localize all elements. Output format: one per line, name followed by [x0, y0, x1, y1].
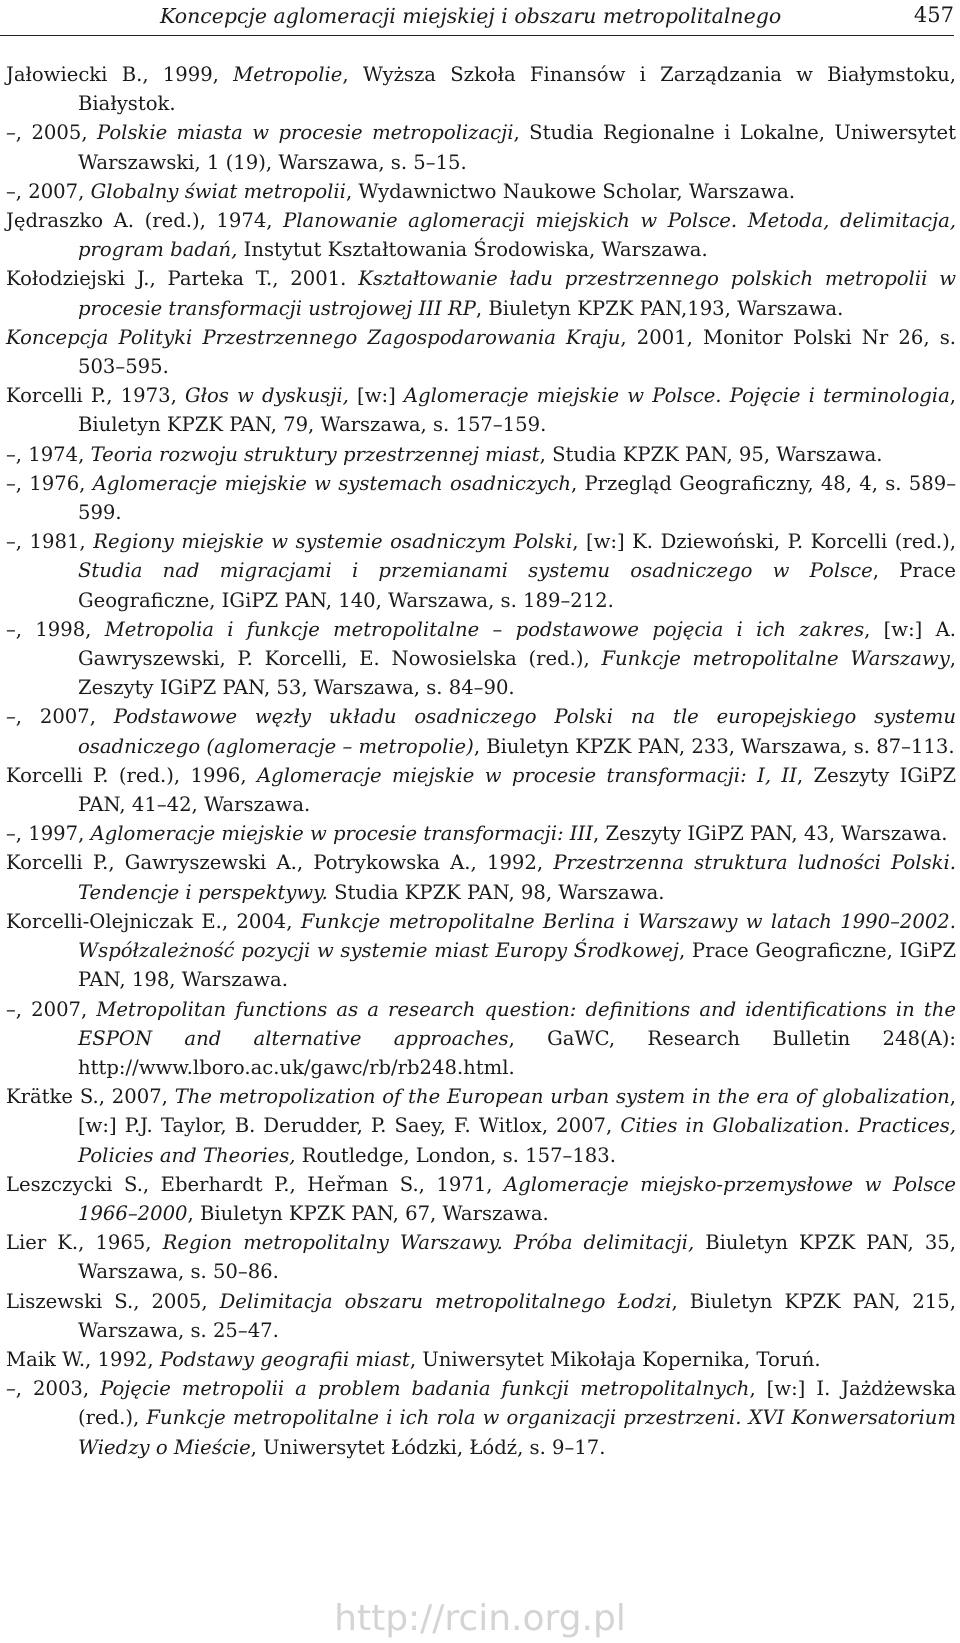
reference-title: Funkcje metropolitalne Berlina i Warszawy w latach 1990–2002. Współzależność pozycji w systemie miast Europy Środkowej [78, 909, 956, 963]
reference-text: , Prace Geograficzne, IGiPZ PAN, 198, Warszawa. [78, 939, 956, 992]
reference-text: Routledge, London, s. 157–183. [295, 1143, 616, 1167]
reference-text: [w:] [348, 384, 404, 408]
reference-text: –, 2007, [6, 997, 97, 1021]
reference-text: –, 2003, [6, 1377, 101, 1401]
reference-entry [6, 1287, 956, 1345]
reference-entry [6, 1082, 956, 1170]
reference-list [6, 60, 956, 1462]
reference-text: , 2001, Monitor Polski Nr 26, s. 503–595. [78, 325, 956, 379]
reference-title: Metropolie [233, 63, 343, 86]
reference-title: Studia nad migracjami i przemianami systemu osadniczego w Polsce [78, 559, 873, 583]
page-number: 457 [913, 3, 954, 27]
reference-entry [6, 1228, 956, 1286]
reference-title: Regiony miejskie w systemie osadniczym Polski [93, 530, 573, 554]
reference-title: Delimitacja obszaru metropolitalnego Łodzi [219, 1289, 672, 1313]
reference-text: , [w:] K. Dziewoński, P. Korcelli (red.), [572, 530, 956, 554]
reference-entry [6, 440, 956, 469]
reference-text: –, 1981, [6, 530, 94, 554]
reference-title: Kształtowanie ładu przestrzennego polskich metropolii w procesie transformacji ustrojowej III RP [78, 267, 956, 320]
reference-title: Funkcje metropolitalne i ich rola w organizacji przestrzeni. XVI Konwersatorium Wiedzy o Mieście [78, 1406, 956, 1459]
reference-title: Aglomeracje miejskie w systemach osadniczych [92, 471, 571, 495]
reference-text: , Uniwersytet Mikołaja Kopernika, Toruń. [409, 1347, 821, 1371]
reference-text: –, 1997, [6, 822, 91, 846]
reference-entry [6, 118, 956, 176]
reference-text: –, 1998, [6, 617, 105, 641]
reference-text: , Prace Geograficzne, IGiPZ PAN, 140, Warszawa, s. 189–212. [78, 559, 956, 612]
reference-text: Korcelli P., Gawryszewski A., Potrykowska A., 1992, [6, 851, 554, 875]
reference-text: –, 1974, [6, 442, 91, 466]
reference-title: Aglomeracje miejskie w procesie transformacji: III [90, 822, 594, 846]
reference-entry [6, 60, 956, 118]
reference-text: Studia KPZK PAN, 98, Warszawa. [327, 880, 665, 904]
reference-title: Funkcje metropolitalne Warszawy [601, 647, 950, 671]
reference-entry [6, 469, 956, 527]
reference-entry [6, 907, 956, 995]
reference-text: , Zeszyty IGiPZ PAN, 53, Warszawa, s. 84–90. [78, 647, 956, 700]
reference-text: , Biuletyn KPZK PAN,193, Warszawa. [475, 296, 844, 320]
reference-text: Maik W., 1992, [6, 1347, 160, 1371]
footer-watermark: http://rcin.org.pl [334, 1598, 626, 1639]
reference-text: Instytut Kształtowania Środowiska, Warszawa. [237, 238, 708, 262]
reference-text: Leszczycki S., Eberhardt P., Heřman S., 1971, [6, 1172, 505, 1196]
reference-title: Polskie miasta w procesie metropolizacji [97, 121, 514, 145]
reference-title: Aglomeracje miejskie w Polsce. Pojęcie i terminologia [403, 384, 950, 408]
reference-text: –, 2007, [6, 179, 91, 203]
reference-title: Podstawy geografii miast [159, 1347, 410, 1371]
reference-entry [6, 995, 956, 1083]
reference-title: Region metropolitalny Warszawy. Próba delimitacji, [162, 1231, 695, 1255]
reference-entry [6, 1170, 956, 1228]
reference-text: Lier K., 1965, [6, 1231, 163, 1255]
reference-text: Kołodziejski J., Parteka T., 2001. [6, 267, 359, 291]
reference-title: Aglomeracje miejsko-przemysłowe w Polsce 1966–2000 [78, 1172, 956, 1225]
reference-text: , Studia KPZK PAN, 95, Warszawa. [539, 442, 883, 466]
reference-text: Biuletyn KPZK PAN, 35, Warszawa, s. 50–86. [78, 1231, 956, 1284]
reference-title: Aglomeracje miejskie w procesie transformacji: I, II [257, 763, 797, 787]
reference-text: , Biuletyn KPZK PAN, 67, Warszawa. [187, 1201, 549, 1225]
reference-text: Korcelli P. (red.), 1996, [6, 763, 258, 787]
reference-title: Globalny świat metropolii [90, 179, 346, 203]
reference-title: Metropolitan functions as a research question: definitions and identifications in the ESPON and alternative approaches [78, 997, 957, 1050]
reference-text: , Wyższa Szkoła Finansów i Zarządzania w Białymstoku, Białystok. [78, 63, 956, 116]
reference-entry [6, 848, 956, 906]
reference-text: –, 2005, [6, 121, 97, 145]
reference-title: Przestrzenna struktura ludności Polski. Tendencje i perspektywy. [78, 851, 956, 904]
reference-text: , Biuletyn KPZK PAN, 79, Warszawa, s. 157–159. [78, 384, 956, 437]
reference-text: , GaWC, Research Bulletin 248(A): http://www.lboro.ac.uk/gawc/rb/rb248.html. [78, 1026, 956, 1079]
reference-text: , Uniwersytet Łódzki, Łódź, s. 9–17. [250, 1435, 606, 1459]
reference-title: Cities in Globalization. Practices, Policies and Theories, [78, 1114, 956, 1167]
reference-title: Metropolia i funkcje metropolitalne – podstawowe pojęcia i ich zakres [104, 617, 865, 641]
reference-text: , Studia Regionalne i Lokalne, Uniwersytet Warszawski, 1 (19), Warszawa, s. 5–15. [78, 121, 956, 174]
reference-text: –, 1976, [6, 471, 93, 495]
reference-entry [6, 206, 956, 264]
reference-text: –, 2007, [6, 705, 114, 729]
reference-title: Teoria rozwoju struktury przestrzennej miast [90, 442, 540, 466]
reference-text: , Zeszyty IGiPZ PAN, 41–42, Warszawa. [78, 763, 956, 817]
reference-text: , Przegląd Geograficzny, 48, 4, s. 589–599. [78, 471, 956, 525]
reference-entry [6, 177, 956, 206]
running-head [0, 0, 960, 36]
reference-entry [6, 323, 956, 381]
reference-entry [6, 1374, 956, 1462]
reference-text: , [w:] I. Jażdżewska (red.), [78, 1377, 957, 1430]
reference-text: , Biuletyn KPZK PAN, 233, Warszawa, s. 87–113. [473, 734, 955, 758]
reference-text: Liszewski S., 2005, [6, 1289, 220, 1313]
reference-text: Jędraszko A. (red.), 1974, [6, 209, 284, 233]
reference-text: , Zeszyty IGiPZ PAN, 43, Warszawa. [593, 822, 948, 846]
reference-entry [6, 615, 956, 703]
reference-entry [6, 527, 956, 615]
reference-title: Podstawowe węzły układu osadniczego Polski na tle europejskiego systemu osadniczego (aglomeracje – metropolie) [78, 705, 956, 758]
reference-text: , [w:] P.J. Taylor, B. Derudder, P. Saey, F. Witlox, 2007, [78, 1085, 956, 1138]
reference-text: Korcelli-Olejniczak E., 2004, [6, 909, 301, 933]
reference-text: Jałowiecki B., 1999, [6, 63, 234, 86]
reference-text: , Wydawnictwo Naukowe Scholar, Warszawa. [345, 179, 796, 203]
reference-entry [6, 264, 956, 322]
header-rule [0, 35, 954, 36]
reference-text: , Biuletyn KPZK PAN, 215, Warszawa, s. 25–47. [78, 1289, 956, 1342]
reference-entry [6, 819, 956, 848]
reference-entry [6, 381, 956, 439]
reference-text: Krätke S., 2007, [6, 1085, 175, 1109]
reference-title: The metropolization of the European urban system in the era of globalization [174, 1085, 950, 1109]
running-head-title: Koncepcje aglomeracji miejskiej i obszaru metropolitalnego [160, 4, 782, 28]
reference-entry [6, 761, 956, 819]
reference-entry [6, 702, 956, 760]
reference-text: Korcelli P., 1973, [6, 384, 186, 408]
reference-title: Planowanie aglomeracji miejskich w Polsce. Metoda, delimitacja, program badań, [78, 209, 956, 262]
reference-text: , [w:] A. Gawryszewski, P. Korcelli, E. Nowosielska (red.), [78, 617, 956, 671]
reference-title: Pojęcie metropolii a problem badania funkcji metropolitalnych [100, 1377, 750, 1401]
reference-title: Koncepcja Polityki Przestrzennego Zagospodarowania Kraju [6, 325, 621, 349]
reference-entry [6, 1345, 956, 1374]
reference-title: Głos w dyskusji, [185, 384, 349, 408]
